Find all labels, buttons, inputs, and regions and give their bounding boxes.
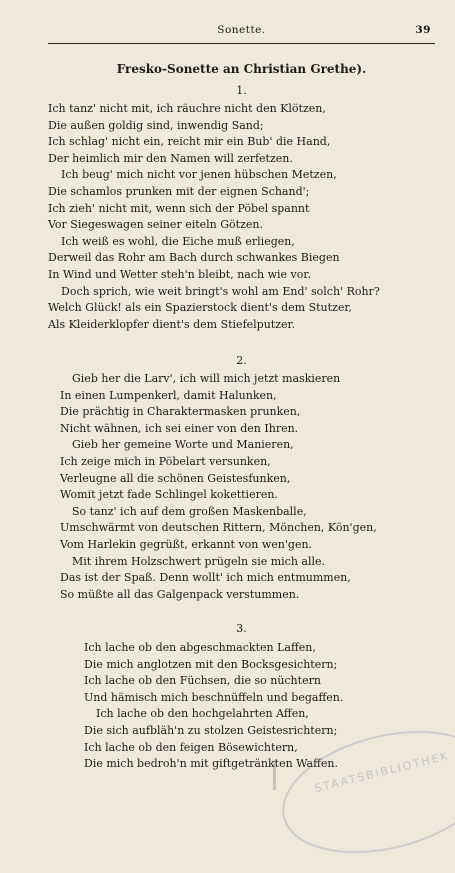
verse-line: Welch Glück! als ein Spazierstock dient's dem Stutzer, [48,301,352,315]
verse-line: Vor Siegeswagen seiner eiteln Götzen. [48,218,263,232]
verse-line: Womit jetzt fade Schlingel kokettieren. [60,488,278,502]
verse-line: Ich weiß es wohl, die Eiche muß erliegen, [61,234,295,248]
verse-line: Das ist der Spaß. Denn wollt' ich mich entmummen, [60,571,351,585]
page-number: 39 [415,24,431,36]
verse-line: So müßte all das Galgenpack verstummen. [60,587,300,601]
verse-line: Und hämisch mich beschnüffeln und begaffen. [84,690,344,704]
verse-line: In Wind und Wetter steh'n bleibt, nach wie vor. [48,267,311,281]
verse-line: Vom Harlekin gegrüßt, erkannt von wen'gen. [60,537,313,551]
verse-line: Die mich bedroh'n mit giftgetränkten Waffen. [84,757,338,771]
section-number-1: 1. [236,84,247,97]
verse-line: Ich lache ob den Füchsen, die so nüchtern [84,674,321,688]
verse-line: Die schamlos prunken mit der eignen Schand'; [48,184,310,198]
verse-line: So tanz' ich auf dem großen Maskenballe, [72,504,307,518]
verse-line: Die außen goldig sind, inwendig Sand; [48,118,264,132]
verse-line: In einen Lumpenkerl, damit Halunken, [60,388,277,402]
verse-line: Die sich aufbläh'n zu stolzen Geistesrichtern; [84,723,338,737]
section-number-3: 3. [236,622,247,635]
verse-line: Ich tanz' nicht mit, ich räuchre nicht den Klötzen, [48,102,326,115]
section-number-2: 2. [236,354,247,367]
verse-line: Verleugne all die schönen Geistesfunken, [60,471,291,485]
verse-line: Nicht wähnen, ich sei einer von den Ihren. [60,421,299,435]
verse-line: Die mich anglotzen mit den Bocksgesichtern; [84,657,338,671]
verse-line: Als Kleiderklopfer dient's dem Stiefelputzer. [48,317,296,331]
verse-line: Ich schlag' nicht ein, reicht mir ein Bub' die Hand, [48,135,331,149]
verse-line: Ich lache ob den hochgelahrten Affen, [96,707,309,721]
verse-line: Gieb her die Larv', ich will mich jetzt maskieren [72,372,341,385]
verse-line: Gieb her gemeine Worte und Manieren, [72,438,294,452]
header-rule [48,43,435,44]
verse-line: Ich zeige mich in Pöbelart versunken, [60,454,271,468]
verse-line: Mit ihrem Holzschwert prügeln sie mich alle. [72,554,326,568]
running-title: Sonette. [217,24,266,36]
poem-title: Fresko-Sonette an Christian Grethe). [116,62,367,76]
verse-line: Ich beug' mich nicht vor jenen hübschen Metzen, [61,168,337,182]
sonnet-1 [48,101,435,333]
verse-line: Ich lache ob den feigen Bösewichtern, [84,740,298,754]
verse-line: Der heimlich mir den Namen will zerfetzen. [48,151,293,165]
sonnet-2 [48,371,435,603]
verse-line: Umschwärmt von deutschen Rittern, Mönchen, Kön'gen, [60,521,377,535]
stamp-text: STAATSBIBLIOTHEK [313,749,451,796]
verse-line: Die prächtig in Charaktermasken prunken, [60,405,301,419]
running-header [50,24,433,40]
verse-line: Doch sprich, wie weit bringt's wohl am End' solch' Rohr? [61,284,380,298]
verse-line: Ich zieh' nicht mit, wenn sich der Pöbel spannt [48,201,310,215]
verse-line: Ich lache ob den abgeschmackten Laffen, [84,641,316,654]
verse-line: Derweil das Rohr am Bach durch schwankes Biegen [48,251,340,265]
